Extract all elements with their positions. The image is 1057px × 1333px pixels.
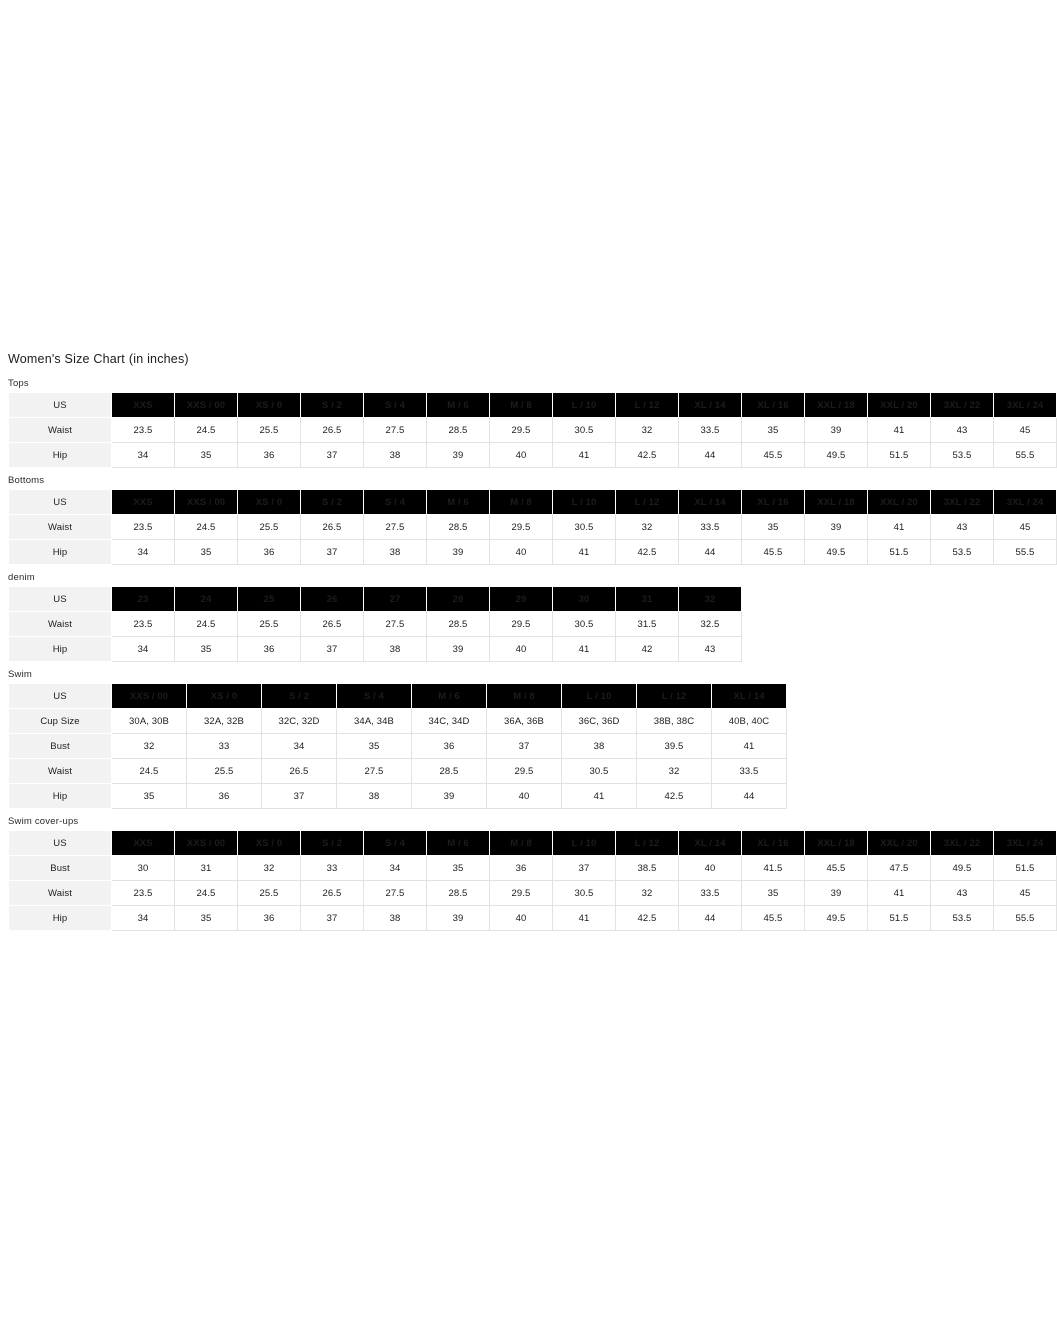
size-section <box>8 475 1044 565</box>
column-header: S / 4 <box>364 490 427 515</box>
table-row <box>9 881 1057 906</box>
column-header: 29 <box>490 587 553 612</box>
table-cell: 37 <box>301 906 364 931</box>
column-header: M / 8 <box>490 393 553 418</box>
table-cell: 39 <box>427 637 490 662</box>
table-cell: 33.5 <box>679 515 742 540</box>
table-cell: 25.5 <box>238 612 301 637</box>
table-header-row <box>9 587 742 612</box>
table-cell: 42.5 <box>616 443 679 468</box>
table-cell: 41 <box>868 881 931 906</box>
table-cell: 40 <box>490 637 553 662</box>
column-header: L / 12 <box>616 831 679 856</box>
row-header-us: US <box>9 684 112 709</box>
size-table <box>8 830 1057 931</box>
table-cell: 45 <box>994 881 1057 906</box>
table-cell: 39 <box>805 418 868 443</box>
column-header: XL / 16 <box>742 490 805 515</box>
column-header: S / 4 <box>337 684 412 709</box>
table-cell: 29.5 <box>490 881 553 906</box>
column-header: XXL / 20 <box>868 831 931 856</box>
table-cell: 34A, 34B <box>337 709 412 734</box>
column-header: XXS <box>112 393 175 418</box>
column-header: L / 12 <box>637 684 712 709</box>
table-cell: 37 <box>301 637 364 662</box>
table-cell: 41 <box>553 443 616 468</box>
column-header: S / 2 <box>301 393 364 418</box>
column-header: XS / 0 <box>238 490 301 515</box>
table-cell: 30.5 <box>553 612 616 637</box>
table-cell: 32A, 32B <box>187 709 262 734</box>
table-cell: 43 <box>679 637 742 662</box>
table-cell: 45.5 <box>742 443 805 468</box>
table-cell: 51.5 <box>868 443 931 468</box>
column-header: L / 10 <box>553 393 616 418</box>
table-row <box>9 515 1057 540</box>
table-cell: 42.5 <box>616 906 679 931</box>
row-label: Waist <box>9 881 112 906</box>
column-header: XXS <box>112 831 175 856</box>
column-header: S / 4 <box>364 831 427 856</box>
table-cell: 32.5 <box>679 612 742 637</box>
table-cell: 31 <box>175 856 238 881</box>
table-cell: 41 <box>553 637 616 662</box>
table-header-row <box>9 393 1057 418</box>
row-label: Hip <box>9 540 112 565</box>
row-header-us: US <box>9 831 112 856</box>
table-row <box>9 759 787 784</box>
table-cell: 27.5 <box>337 759 412 784</box>
table-cell: 39 <box>805 515 868 540</box>
section-label: Tops <box>8 378 29 389</box>
table-cell: 41 <box>553 906 616 931</box>
row-header-us: US <box>9 393 112 418</box>
table-cell: 33 <box>187 734 262 759</box>
table-cell: 25.5 <box>238 515 301 540</box>
table-cell: 45 <box>994 515 1057 540</box>
table-cell: 39 <box>427 443 490 468</box>
table-cell: 35 <box>112 784 187 809</box>
row-label: Waist <box>9 418 112 443</box>
column-header: 3XL / 24 <box>994 393 1057 418</box>
row-label: Waist <box>9 612 112 637</box>
column-header: L / 12 <box>616 490 679 515</box>
column-header: XXL / 18 <box>805 831 868 856</box>
table-cell: 38 <box>364 443 427 468</box>
column-header: XXL / 18 <box>805 393 868 418</box>
table-cell: 34 <box>112 637 175 662</box>
table-cell: 24.5 <box>175 881 238 906</box>
column-header: XXL / 20 <box>868 393 931 418</box>
table-cell: 36 <box>412 734 487 759</box>
table-cell: 30.5 <box>553 515 616 540</box>
size-section <box>8 572 992 662</box>
table-cell: 53.5 <box>931 443 994 468</box>
column-header: M / 8 <box>490 490 553 515</box>
row-label: Hip <box>9 443 112 468</box>
table-cell: 29.5 <box>487 759 562 784</box>
table-cell: 41 <box>712 734 787 759</box>
table-cell: 35 <box>175 637 238 662</box>
table-cell: 38 <box>364 906 427 931</box>
table-cell: 40B, 40C <box>712 709 787 734</box>
table-cell: 40 <box>487 784 562 809</box>
table-cell: 24.5 <box>175 418 238 443</box>
column-header: 26 <box>301 587 364 612</box>
table-cell: 32 <box>112 734 187 759</box>
column-header: XXS / 00 <box>112 684 187 709</box>
row-label: Cup Size <box>9 709 112 734</box>
table-cell: 23.5 <box>112 515 175 540</box>
column-header: XXS / 00 <box>175 393 238 418</box>
table-cell: 25.5 <box>238 881 301 906</box>
table-row <box>9 540 1057 565</box>
table-cell: 32 <box>616 418 679 443</box>
column-header: 3XL / 24 <box>994 831 1057 856</box>
column-header: 24 <box>175 587 238 612</box>
table-cell: 27.5 <box>364 515 427 540</box>
table-cell: 42 <box>616 637 679 662</box>
table-cell: 41 <box>562 784 637 809</box>
column-header: 3XL / 22 <box>931 490 994 515</box>
table-cell: 38 <box>562 734 637 759</box>
table-cell: 31.5 <box>616 612 679 637</box>
row-header-us: US <box>9 490 112 515</box>
table-cell: 26.5 <box>301 418 364 443</box>
table-cell: 24.5 <box>175 612 238 637</box>
table-cell: 41.5 <box>742 856 805 881</box>
table-cell: 27.5 <box>364 881 427 906</box>
table-cell: 39 <box>412 784 487 809</box>
column-header: XL / 14 <box>712 684 787 709</box>
table-cell: 30.5 <box>562 759 637 784</box>
table-cell: 38 <box>337 784 412 809</box>
table-cell: 24.5 <box>112 759 187 784</box>
table-cell: 40 <box>490 540 553 565</box>
table-cell: 32 <box>616 881 679 906</box>
table-cell: 32C, 32D <box>262 709 337 734</box>
table-cell: 37 <box>262 784 337 809</box>
table-cell: 43 <box>931 515 994 540</box>
column-header: XXL / 20 <box>868 490 931 515</box>
table-cell: 34 <box>262 734 337 759</box>
section-label: Bottoms <box>8 475 45 486</box>
table-cell: 36A, 36B <box>487 709 562 734</box>
row-label: Waist <box>9 759 112 784</box>
table-cell: 36 <box>490 856 553 881</box>
table-cell: 43 <box>931 418 994 443</box>
table-cell: 39.5 <box>637 734 712 759</box>
size-table <box>8 392 1057 468</box>
table-cell: 33.5 <box>679 881 742 906</box>
table-row <box>9 856 1057 881</box>
table-cell: 23.5 <box>112 612 175 637</box>
column-header: 3XL / 24 <box>994 490 1057 515</box>
column-header: 23 <box>112 587 175 612</box>
table-cell: 55.5 <box>994 443 1057 468</box>
table-cell: 49.5 <box>805 540 868 565</box>
column-header: XXS / 00 <box>175 490 238 515</box>
table-header-row <box>9 684 787 709</box>
size-section <box>8 378 1044 468</box>
table-cell: 35 <box>427 856 490 881</box>
column-header: XL / 16 <box>742 393 805 418</box>
column-header: M / 8 <box>490 831 553 856</box>
table-cell: 51.5 <box>994 856 1057 881</box>
table-cell: 30.5 <box>553 418 616 443</box>
table-cell: 33.5 <box>679 418 742 443</box>
table-cell: 40 <box>490 443 553 468</box>
table-cell: 37 <box>553 856 616 881</box>
column-header: 3XL / 22 <box>931 831 994 856</box>
table-cell: 25.5 <box>187 759 262 784</box>
table-cell: 44 <box>679 906 742 931</box>
column-header: L / 12 <box>616 393 679 418</box>
column-header: M / 8 <box>487 684 562 709</box>
column-header: L / 10 <box>553 490 616 515</box>
table-cell: 49.5 <box>805 443 868 468</box>
table-cell: 26.5 <box>301 612 364 637</box>
table-cell: 26.5 <box>262 759 337 784</box>
table-cell: 42.5 <box>616 540 679 565</box>
table-cell: 26.5 <box>301 515 364 540</box>
table-row <box>9 709 787 734</box>
size-table <box>8 683 787 809</box>
table-cell: 47.5 <box>868 856 931 881</box>
page-title-sub: (in inches) <box>128 352 189 366</box>
table-cell: 40 <box>490 906 553 931</box>
table-row <box>9 443 1057 468</box>
table-cell: 32 <box>637 759 712 784</box>
table-cell: 49.5 <box>805 906 868 931</box>
table-row <box>9 906 1057 931</box>
column-header: XL / 14 <box>679 831 742 856</box>
table-header-row <box>9 831 1057 856</box>
table-cell: 36C, 36D <box>562 709 637 734</box>
table-cell: 35 <box>742 881 805 906</box>
table-cell: 27.5 <box>364 612 427 637</box>
column-header: 31 <box>616 587 679 612</box>
table-cell: 28.5 <box>427 881 490 906</box>
table-row <box>9 637 742 662</box>
table-cell: 28.5 <box>412 759 487 784</box>
size-table <box>8 489 1057 565</box>
table-cell: 39 <box>805 881 868 906</box>
table-row <box>9 734 787 759</box>
table-cell: 29.5 <box>490 612 553 637</box>
column-header: S / 2 <box>301 490 364 515</box>
table-cell: 44 <box>712 784 787 809</box>
table-cell: 35 <box>337 734 412 759</box>
table-cell: 30.5 <box>553 881 616 906</box>
table-cell: 38B, 38C <box>637 709 712 734</box>
size-chart-sections <box>8 378 1044 931</box>
table-cell: 23.5 <box>112 418 175 443</box>
table-cell: 38 <box>364 637 427 662</box>
table-cell: 24.5 <box>175 515 238 540</box>
table-cell: 32 <box>616 515 679 540</box>
table-cell: 35 <box>175 443 238 468</box>
table-cell: 30 <box>112 856 175 881</box>
table-cell: 36 <box>187 784 262 809</box>
table-cell: 29.5 <box>490 418 553 443</box>
table-cell: 36 <box>238 637 301 662</box>
column-header: XL / 14 <box>679 393 742 418</box>
column-header: S / 2 <box>301 831 364 856</box>
table-cell: 34 <box>112 443 175 468</box>
table-cell: 28.5 <box>427 418 490 443</box>
column-header: M / 6 <box>427 490 490 515</box>
table-cell: 25.5 <box>238 418 301 443</box>
table-cell: 28.5 <box>427 612 490 637</box>
table-cell: 42.5 <box>637 784 712 809</box>
column-header: XS / 0 <box>238 831 301 856</box>
table-cell: 37 <box>301 443 364 468</box>
column-header: 28 <box>427 587 490 612</box>
table-header-row <box>9 490 1057 515</box>
table-cell: 35 <box>175 540 238 565</box>
table-cell: 35 <box>742 418 805 443</box>
section-label: Swim <box>8 669 33 680</box>
table-cell: 37 <box>487 734 562 759</box>
table-cell: 41 <box>868 515 931 540</box>
table-cell: 32 <box>238 856 301 881</box>
section-label: denim <box>8 572 35 583</box>
table-cell: 35 <box>175 906 238 931</box>
row-label: Hip <box>9 784 112 809</box>
column-header: 30 <box>553 587 616 612</box>
table-cell: 53.5 <box>931 906 994 931</box>
size-section <box>8 669 992 809</box>
table-cell: 45 <box>994 418 1057 443</box>
table-cell: 28.5 <box>427 515 490 540</box>
table-row <box>9 418 1057 443</box>
column-header: L / 10 <box>553 831 616 856</box>
table-cell: 45.5 <box>742 906 805 931</box>
table-cell: 49.5 <box>931 856 994 881</box>
table-cell: 23.5 <box>112 881 175 906</box>
table-cell: 26.5 <box>301 881 364 906</box>
row-label: Bust <box>9 734 112 759</box>
table-cell: 30A, 30B <box>112 709 187 734</box>
table-row <box>9 784 787 809</box>
table-cell: 27.5 <box>364 418 427 443</box>
table-cell: 55.5 <box>994 906 1057 931</box>
column-header: 27 <box>364 587 427 612</box>
row-label: Hip <box>9 906 112 931</box>
table-cell: 33.5 <box>712 759 787 784</box>
table-cell: 36 <box>238 443 301 468</box>
table-cell: 34 <box>364 856 427 881</box>
row-label: Waist <box>9 515 112 540</box>
column-header: M / 6 <box>412 684 487 709</box>
row-label: Hip <box>9 637 112 662</box>
table-cell: 36 <box>238 540 301 565</box>
table-cell: 39 <box>427 540 490 565</box>
table-cell: 38 <box>364 540 427 565</box>
table-cell: 44 <box>679 443 742 468</box>
table-cell: 51.5 <box>868 906 931 931</box>
section-label: Swim cover-ups <box>8 816 79 827</box>
table-cell: 34 <box>112 906 175 931</box>
size-chart-container <box>8 352 1044 938</box>
column-header: L / 10 <box>562 684 637 709</box>
page-title-main: Women's Size Chart <box>8 352 125 366</box>
column-header: S / 4 <box>364 393 427 418</box>
table-cell: 29.5 <box>490 515 553 540</box>
size-table <box>8 586 742 662</box>
column-header: XXS / 00 <box>175 831 238 856</box>
column-header: M / 6 <box>427 393 490 418</box>
column-header: XXS <box>112 490 175 515</box>
page-title <box>8 352 992 366</box>
table-cell: 51.5 <box>868 540 931 565</box>
table-cell: 40 <box>679 856 742 881</box>
table-cell: 34 <box>112 540 175 565</box>
column-header: XS / 0 <box>238 393 301 418</box>
row-header-us: US <box>9 587 112 612</box>
table-cell: 43 <box>931 881 994 906</box>
table-cell: 35 <box>742 515 805 540</box>
column-header: XS / 0 <box>187 684 262 709</box>
size-section <box>8 816 1044 931</box>
column-header: S / 2 <box>262 684 337 709</box>
column-header: XXL / 18 <box>805 490 868 515</box>
table-cell: 45.5 <box>805 856 868 881</box>
table-cell: 39 <box>427 906 490 931</box>
table-cell: 33 <box>301 856 364 881</box>
table-cell: 53.5 <box>931 540 994 565</box>
column-header: 32 <box>679 587 742 612</box>
table-cell: 37 <box>301 540 364 565</box>
column-header: XL / 14 <box>679 490 742 515</box>
table-cell: 45.5 <box>742 540 805 565</box>
table-cell: 41 <box>868 418 931 443</box>
table-cell: 38.5 <box>616 856 679 881</box>
table-cell: 55.5 <box>994 540 1057 565</box>
column-header: M / 6 <box>427 831 490 856</box>
table-cell: 36 <box>238 906 301 931</box>
column-header: XL / 16 <box>742 831 805 856</box>
table-cell: 41 <box>553 540 616 565</box>
table-row <box>9 612 742 637</box>
column-header: 25 <box>238 587 301 612</box>
column-header: 3XL / 22 <box>931 393 994 418</box>
table-cell: 34C, 34D <box>412 709 487 734</box>
row-label: Bust <box>9 856 112 881</box>
table-cell: 44 <box>679 540 742 565</box>
